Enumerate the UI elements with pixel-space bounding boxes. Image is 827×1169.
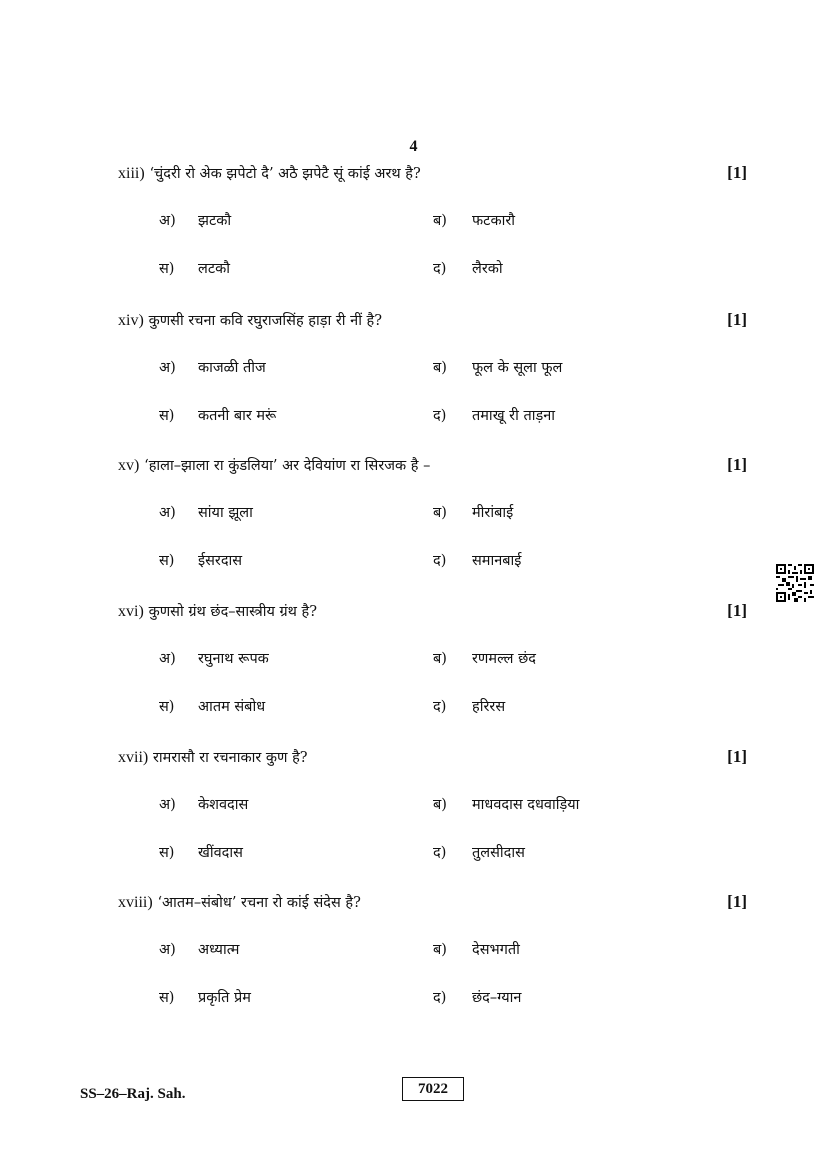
option-label: ब) <box>433 505 447 521</box>
option-text: रणमल्ल छंद <box>472 651 536 667</box>
option-label: स) <box>159 699 175 715</box>
option-text: लटकौ <box>198 261 231 277</box>
option-label: द) <box>433 845 447 861</box>
footer-code: SS–26–Raj. Sah. <box>80 1086 186 1102</box>
option-c <box>159 550 242 570</box>
option-label: द) <box>433 261 447 277</box>
question-xiii <box>118 163 747 282</box>
page-number: 4 <box>409 138 418 155</box>
question-xviii <box>118 892 747 1011</box>
option-text: सांया झूला <box>198 505 253 521</box>
option-c <box>159 258 230 278</box>
option-text: अध्यात्म <box>198 942 240 958</box>
option-text: फूल के सूला फूल <box>472 360 563 376</box>
option-label: स) <box>159 408 175 424</box>
option-b <box>433 794 579 814</box>
option-label: द) <box>433 990 447 1006</box>
option-text: छंद–ग्यान <box>472 990 522 1006</box>
option-text: आतम संबोध <box>198 699 266 715</box>
option-label: द) <box>433 408 447 424</box>
option-label: द) <box>433 699 447 715</box>
question-number: xvi) <box>118 603 144 620</box>
question-text: ‘हाला–झाला रा कुंडलिया’ अर देवियांण रा सिरजक है – <box>144 458 431 474</box>
option-text: ईसरदास <box>198 553 243 569</box>
question-xvii <box>118 747 747 866</box>
option-a <box>159 502 253 522</box>
qr-code-icon <box>776 564 814 602</box>
question-number: xiv) <box>118 312 144 329</box>
option-a <box>159 357 266 377</box>
option-text: रघुनाथ रूपक <box>198 651 269 667</box>
option-d <box>433 842 525 862</box>
option-label: स) <box>159 261 175 277</box>
option-text: तुलसीदास <box>472 845 525 861</box>
option-label: अ) <box>159 505 176 521</box>
option-label: स) <box>159 553 175 569</box>
option-text: मीरांबाई <box>472 505 514 521</box>
option-d <box>433 550 521 570</box>
option-label: स) <box>159 990 175 1006</box>
option-c <box>159 842 243 862</box>
option-d <box>433 696 505 716</box>
question-xv <box>118 455 747 574</box>
option-label: ब) <box>433 942 447 958</box>
question-number: xviii) <box>118 894 153 911</box>
option-text: केशवदास <box>198 797 249 813</box>
option-c <box>159 405 276 425</box>
option-text: कतनी बार मरूं <box>198 408 277 424</box>
marks-label: [1] <box>727 892 747 911</box>
option-label: ब) <box>433 213 447 229</box>
question-text: कुणसो ग्रंथ छंद–सास्त्रीय ग्रंथ है? <box>148 604 318 620</box>
option-text: समानबाई <box>472 553 522 569</box>
option-text: काजळी तीज <box>198 360 266 376</box>
page-code-box: 7022 <box>402 1077 464 1101</box>
option-label: अ) <box>159 942 176 958</box>
option-b <box>433 939 520 959</box>
option-text: झटकौ <box>198 213 232 229</box>
option-d <box>433 987 521 1007</box>
option-b <box>433 502 513 522</box>
option-a <box>159 210 231 230</box>
option-label: अ) <box>159 360 176 376</box>
option-label: द) <box>433 553 447 569</box>
question-number: xvii) <box>118 749 149 766</box>
question-xvi <box>118 601 747 720</box>
option-c <box>159 696 265 716</box>
question-text: ‘आतम–संबोध’ रचना रो कांई संदेस है? <box>157 895 361 911</box>
question-xiv <box>118 310 747 429</box>
option-d <box>433 405 555 425</box>
question-text: कुणसी रचना कवि रघुराजसिंह हाड़ा री नीं है? <box>148 313 383 329</box>
question-text: रामरासौ रा रचनाकार कुण है? <box>153 750 308 766</box>
marks-label: [1] <box>727 747 747 766</box>
option-a <box>159 939 239 959</box>
option-b <box>433 210 515 230</box>
question-number: xiii) <box>118 165 145 182</box>
option-label: अ) <box>159 651 176 667</box>
option-text: फटकारौ <box>472 213 516 229</box>
option-a <box>159 794 248 814</box>
option-label: अ) <box>159 797 176 813</box>
option-text: खींवदास <box>198 845 243 861</box>
option-b <box>433 357 562 377</box>
option-label: ब) <box>433 360 447 376</box>
marks-label: [1] <box>727 163 747 182</box>
marks-label: [1] <box>727 601 747 620</box>
option-text: देसभगती <box>472 942 520 958</box>
option-text: लैरको <box>472 261 503 277</box>
option-label: ब) <box>433 651 447 667</box>
option-label: अ) <box>159 213 176 229</box>
option-a <box>159 648 269 668</box>
option-b <box>433 648 536 668</box>
option-text: तमाखू री ताड़ना <box>472 408 556 424</box>
option-text: प्रकृति प्रेम <box>198 990 251 1006</box>
option-text: हरिरस <box>472 699 506 715</box>
option-c <box>159 987 251 1007</box>
option-label: ब) <box>433 797 447 813</box>
question-text: ‘चुंदरी रो अेक झपेटो दै’ अठै झपेटै सूं कांई अरथ है? <box>149 166 421 182</box>
marks-label: [1] <box>727 455 747 474</box>
marks-label: [1] <box>727 310 747 329</box>
option-d <box>433 258 503 278</box>
option-text: माधवदास दधवाड़िया <box>472 797 580 813</box>
option-label: स) <box>159 845 175 861</box>
question-number: xv) <box>118 457 140 474</box>
